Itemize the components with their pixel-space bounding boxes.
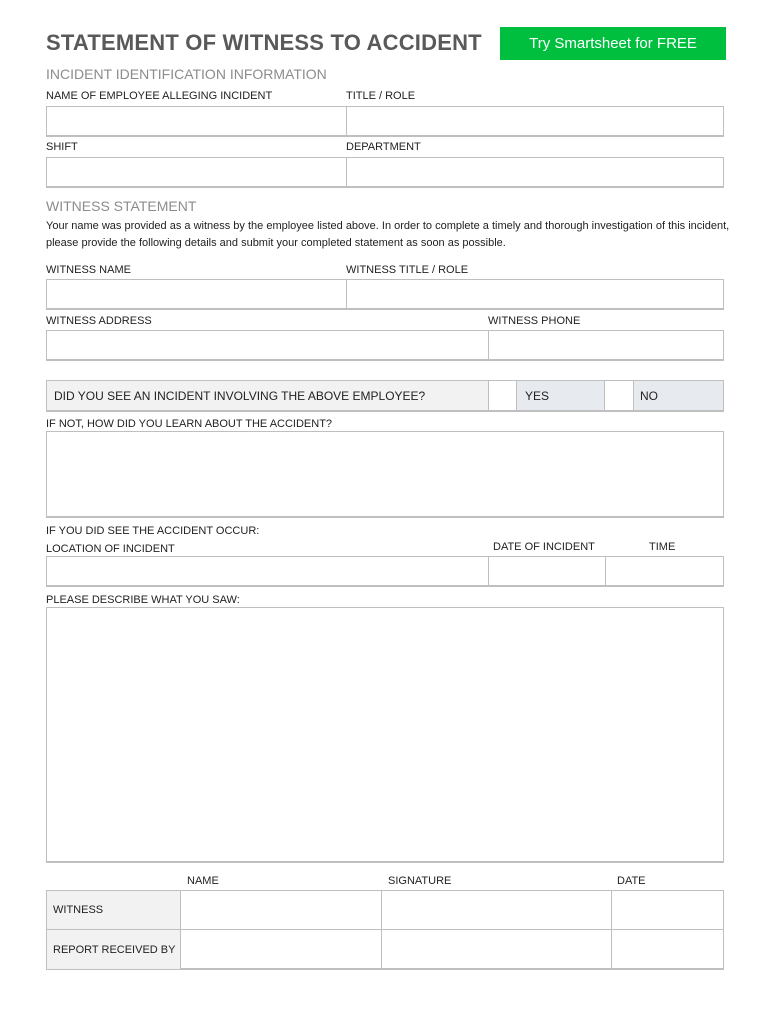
employee-name-label: NAME OF EMPLOYEE ALLEGING INCIDENT (46, 90, 273, 102)
received-by-name-cell[interactable] (181, 930, 382, 969)
employee-name-field[interactable] (46, 106, 347, 137)
incident-section-title: INCIDENT IDENTIFICATION INFORMATION (46, 66, 327, 82)
location-label: LOCATION OF INCIDENT (46, 543, 175, 555)
date-column-header: DATE (617, 875, 646, 887)
table-row (47, 891, 723, 930)
date-of-incident-label: DATE OF INCIDENT (493, 541, 595, 553)
witness-signature-cell[interactable] (382, 891, 612, 929)
location-field[interactable] (46, 556, 489, 587)
question-text: DID YOU SEE AN INCIDENT INVOLVING THE ABOVE EMPLOYEE? (47, 381, 489, 410)
date-of-incident-field[interactable] (488, 556, 606, 587)
witness-name-field[interactable] (46, 279, 347, 310)
department-label: DEPARTMENT (346, 141, 421, 153)
witness-section-title: WITNESS STATEMENT (46, 198, 197, 214)
department-field[interactable] (346, 157, 724, 188)
witness-instructions: Your name was provided as a witness by the employee listed above. In order to complete a timely and thorough investigation of this incident, please provide the following details and submit your completed statement as soon as possible. (46, 220, 730, 249)
describe-label: PLEASE DESCRIBE WHAT YOU SAW: (46, 594, 240, 606)
witness-row-label: WITNESS (47, 891, 181, 929)
received-by-signature-cell[interactable] (382, 930, 612, 969)
signature-table (46, 890, 724, 970)
page-title: STATEMENT OF WITNESS TO ACCIDENT (46, 30, 482, 55)
witness-title-label: WITNESS TITLE / ROLE (346, 264, 469, 276)
yes-checkbox[interactable] (489, 381, 517, 410)
title-role-field[interactable] (346, 106, 724, 137)
description-field[interactable] (46, 607, 724, 863)
incident-witnessed-question (46, 380, 724, 412)
shift-label: SHIFT (46, 141, 78, 153)
witness-title-field[interactable] (346, 279, 724, 310)
name-column-header: NAME (187, 875, 219, 887)
title-role-label: TITLE / ROLE (346, 90, 416, 102)
if-not-label: IF NOT, HOW DID YOU LEARN ABOUT THE ACCIDENT? (46, 418, 333, 430)
table-row (47, 930, 723, 969)
no-checkbox[interactable] (605, 381, 634, 410)
try-smartsheet-button[interactable]: Try Smartsheet for FREE (500, 27, 726, 60)
how-learned-field[interactable] (46, 431, 724, 518)
witness-phone-field[interactable] (488, 330, 724, 361)
signature-column-header: SIGNATURE (388, 875, 452, 887)
no-label: NO (634, 381, 723, 410)
yes-label: YES (517, 381, 605, 410)
witness-date-cell[interactable] (612, 891, 723, 929)
if-seen-label: IF YOU DID SEE THE ACCIDENT OCCUR: (46, 525, 260, 537)
time-label: TIME (649, 541, 676, 553)
time-field[interactable] (605, 556, 724, 587)
shift-field[interactable] (46, 157, 347, 188)
witness-address-field[interactable] (46, 330, 489, 361)
witness-name-label: WITNESS NAME (46, 264, 131, 276)
witness-address-label: WITNESS ADDRESS (46, 315, 152, 327)
received-by-date-cell[interactable] (612, 930, 723, 969)
witness-name-cell[interactable] (181, 891, 382, 929)
received-by-row-label: REPORT RECEIVED BY (47, 930, 181, 969)
witness-phone-label: WITNESS PHONE (488, 315, 581, 327)
